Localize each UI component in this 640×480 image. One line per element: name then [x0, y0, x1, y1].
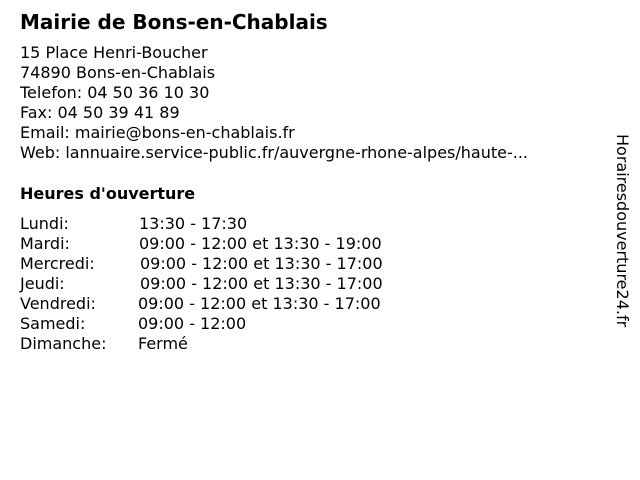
day-hours: 09:00 - 12:00 et 13:30 - 17:00 [138, 294, 381, 313]
day-hours: 09:00 - 12:00 et 13:30 - 19:00 [139, 234, 382, 253]
hours-row-wednesday [20, 254, 383, 274]
day-label: Mardi: [20, 234, 70, 253]
day-label: Jeudi: [20, 274, 65, 293]
day-label: Mercredi: [20, 254, 95, 273]
day-label: Vendredi: [20, 294, 96, 313]
day-hours: Fermé [138, 334, 188, 353]
phone-number: Telefon: 04 50 36 10 30 [20, 83, 210, 102]
contact-info [20, 43, 528, 163]
page-title: Mairie de Bons-en-Chablais [20, 10, 328, 34]
day-hours: 09:00 - 12:00 et 13:30 - 17:00 [140, 274, 383, 293]
site-watermark: Horairesdouverture24.fr [613, 134, 632, 328]
day-hours: 09:00 - 12:00 et 13:30 - 17:00 [140, 254, 383, 273]
hours-row-monday [20, 214, 248, 234]
hours-row-sunday [20, 334, 188, 354]
address-city: 74890 Bons-en-Chablais [20, 63, 216, 82]
address-street: 15 Place Henri-Boucher [20, 43, 208, 62]
website-link[interactable]: Web: lannuaire.service-public.fr/auvergne-rhone-alpes/haute-... [20, 143, 529, 162]
hours-row-thursday [20, 274, 383, 294]
hours-row-friday [20, 294, 381, 314]
opening-hours-list [20, 214, 383, 354]
day-label: Samedi: [20, 314, 86, 333]
day-label: Lundi: [20, 214, 69, 233]
hours-row-saturday [20, 314, 247, 334]
email-address: Email: mairie@bons-en-chablais.fr [20, 123, 295, 142]
day-label: Dimanche: [20, 334, 107, 353]
fax-number: Fax: 04 50 39 41 89 [20, 103, 180, 122]
opening-hours-heading: Heures d'ouverture [20, 184, 196, 203]
day-hours: 09:00 - 12:00 [138, 314, 247, 333]
hours-row-tuesday [20, 234, 382, 254]
day-hours: 13:30 - 17:30 [139, 214, 248, 233]
